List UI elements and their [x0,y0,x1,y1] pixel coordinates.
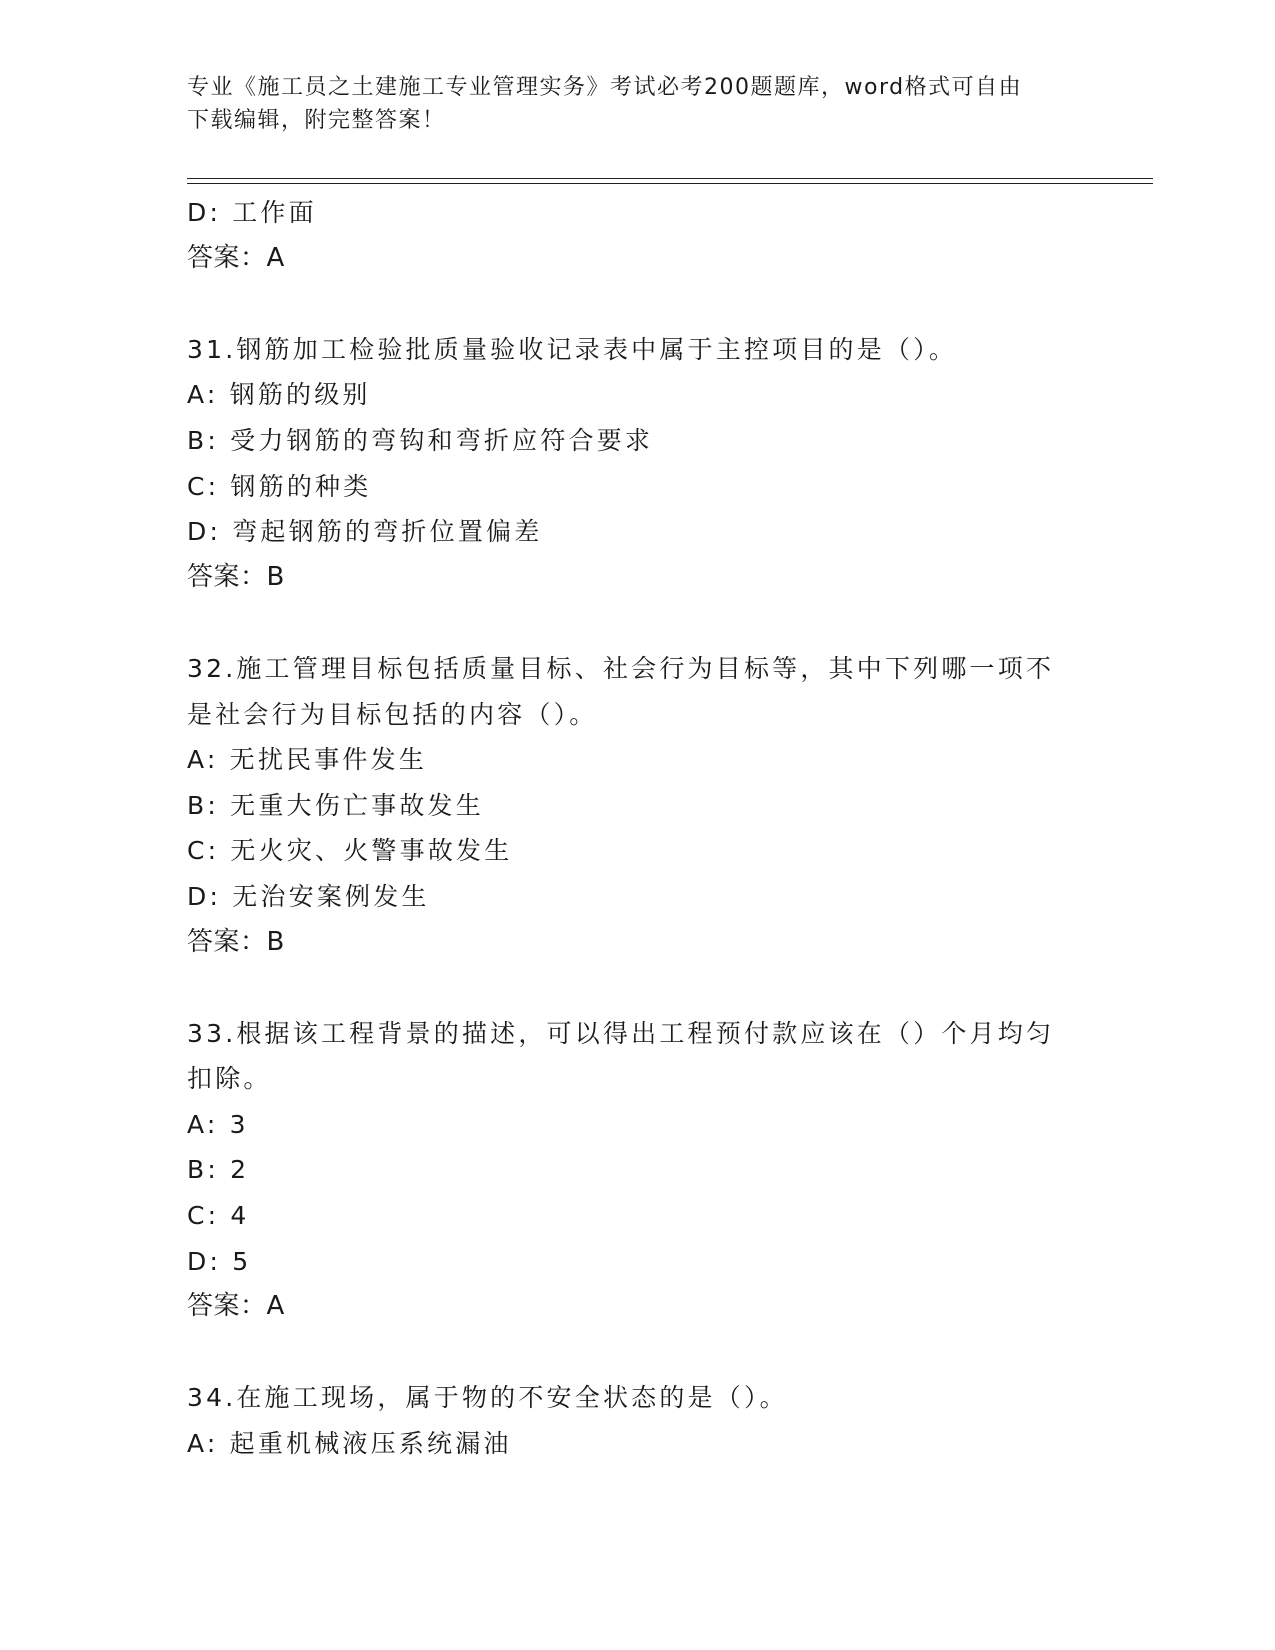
option-a: A: 无扰民事件发生 [187,745,428,775]
option-c: C: 4 [187,1201,250,1231]
question-stem-line-1: 33.根据该工程背景的描述，可以得出工程预付款应该在（）个月均匀 [187,1018,1055,1048]
option-b: B: 受力钢筋的弯钩和弯折应符合要求 [187,425,654,455]
header-line-2: 下载编辑，附完整答案！ [187,108,446,133]
question-stem: 34.在施工现场，属于物的不安全状态的是（）。 [187,1383,788,1413]
option-b: B: 2 [187,1155,250,1185]
option-a: A: 3 [187,1109,249,1139]
header-divider-bottom [187,183,1153,184]
option-d: D: 5 [187,1246,252,1276]
question-stem-line-1: 32.施工管理目标包括质量目标、社会行为目标等，其中下列哪一项不 [187,653,1055,683]
question-31 [187,327,1087,601]
question-stem-line-2: 是社会行为目标包括的内容（）。 [187,699,598,729]
option-d: D: 无治安案例发生 [187,881,430,911]
spacer [187,1330,1087,1376]
option-a: A: 钢筋的级别 [187,380,371,410]
question-33 [187,1011,1087,1330]
answer-line: 答案：A [187,242,285,273]
option-d: D: 工作面 [187,198,317,227]
question-32 [187,646,1087,965]
spacer [187,965,1087,1011]
question-list [187,190,1087,1467]
answer-line: 答案：A [187,1291,285,1322]
spacer [187,281,1087,327]
option-a: A: 起重机械液压系统漏油 [187,1429,512,1459]
header-divider-top [187,178,1153,179]
spacer [187,600,1087,646]
question-stem: 31.钢筋加工检验批质量验收记录表中属于主控项目的是（）。 [187,334,958,364]
header-line-1: 专业《施工员之土建施工专业管理实务》考试必考200题题库，word格式可自由 [187,75,1023,100]
question-stem-line-2: 扣除。 [187,1064,272,1094]
question-34 [187,1375,1087,1466]
answer-line: 答案：B [187,561,285,592]
document-header [187,71,1067,137]
answer-line: 答案：B [187,926,285,957]
option-b: B: 无重大伤亡事故发生 [187,790,484,820]
option-c: C: 无火灾、火警事故发生 [187,836,513,866]
option-d: D: 弯起钢筋的弯折位置偏差 [187,517,543,547]
option-c: C: 钢筋的种类 [187,471,372,501]
